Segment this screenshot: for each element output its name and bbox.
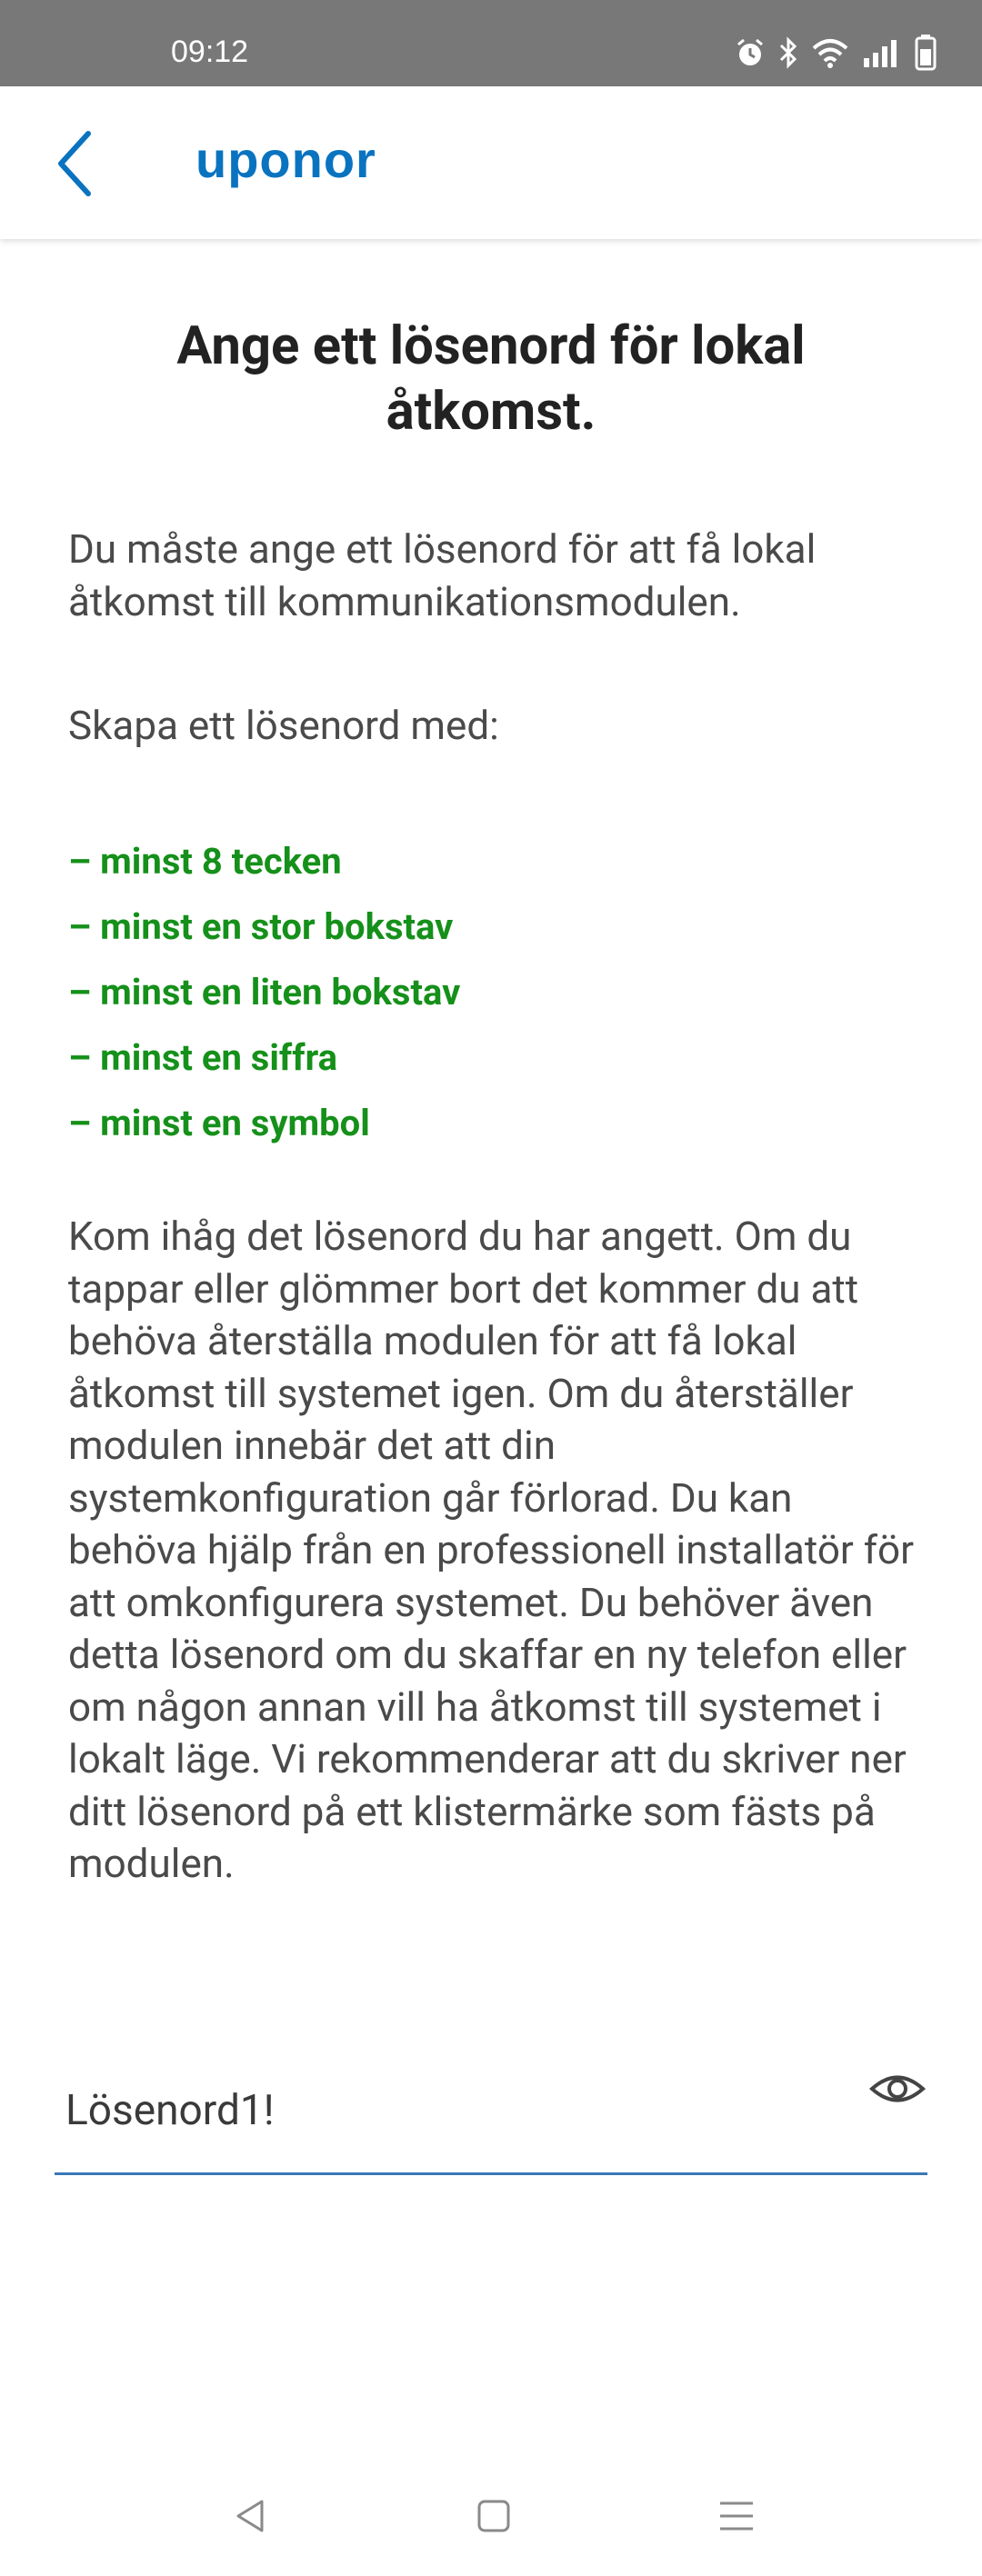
signal-icon <box>862 38 902 67</box>
app-bar <box>0 86 982 239</box>
nav-menu-button[interactable] <box>711 2491 762 2541</box>
uponor-logo: uponor <box>195 131 376 188</box>
status-bar <box>0 0 982 86</box>
menu-lines-icon <box>711 2491 762 2541</box>
wifi-icon <box>811 37 849 68</box>
password-field[interactable] <box>55 2050 927 2175</box>
status-time: 09:12 <box>171 35 249 69</box>
requirement-item: – minst en symbol <box>68 1102 370 1144</box>
requirement-item: – minst en siffra <box>68 1036 337 1079</box>
back-triangle-icon <box>225 2491 276 2541</box>
nav-back-button[interactable] <box>225 2491 276 2541</box>
requirements-list <box>68 829 460 1156</box>
requirements-title: Skapa ett lösenord med: <box>68 702 499 749</box>
page-title: Ange ett lösenord för lokal åtkomst. <box>176 315 806 443</box>
battery-icon <box>915 35 937 71</box>
eye-icon <box>867 2059 927 2119</box>
status-icons <box>735 35 937 71</box>
requirement-item: – minst en liten bokstav <box>68 971 461 1013</box>
requirement-item: – minst 8 tecken <box>68 840 342 883</box>
system-nav-bar <box>0 2454 982 2576</box>
home-square-icon <box>468 2491 519 2541</box>
alarm-icon <box>735 37 766 68</box>
warning-text: Kom ihåg det lösenord du har angett. Om du tappar eller glömmer bort det kommer du att behöva återställa modulen för att få lokal åtkomst till systemet igen. Om du återställer modulen innebär det att din systemkonfiguration går förlorad. Du kan behöva hjälp från en professionell installatör för att omkonfigurera systemet. Du behöver även detta lösenord om du skaffar en ny telefon eller om någon annan vill ha åtkomst till systemet i lokalt läge. Vi rekommenderar att du skriver ner ditt lösenord på ett klistermärke som fästs på modulen. <box>68 1213 915 1887</box>
password-input[interactable]: Lösenord1! <box>65 2086 275 2135</box>
requirement-item: – minst en stor bokstav <box>68 905 454 948</box>
back-button[interactable] <box>50 123 123 205</box>
intro-text: Du måste ange ett lösenord för att få lokal åtkomst till kommunikationsmodulen. <box>68 525 817 625</box>
bluetooth-icon <box>778 36 798 69</box>
nav-home-button[interactable] <box>468 2491 519 2541</box>
chevron-left-icon <box>50 123 123 205</box>
show-password-button[interactable] <box>867 2059 927 2119</box>
